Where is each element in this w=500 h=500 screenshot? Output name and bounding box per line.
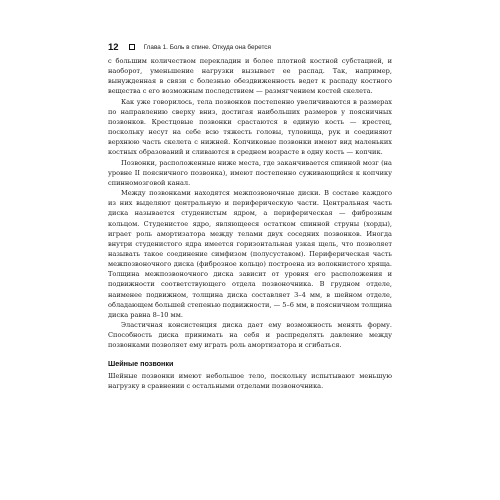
paragraph: Как уже говорилось, тела позвонков постепенно увеличиваются в размерах по направлению сверху вниз, достигая наибольших размеров у поясничных позвонков. Крестцовые позвонки срастаются в единую кость — крестец, поскольку несут на себе всю тяжесть головы, туловища, рук и соединяют верхнюю часть скелета с нижней. Копчиковые позвонки имеют вид маленьких костных образований и сливаются в среднем возрасте в одну кость — копчик.	[108, 97, 392, 157]
paragraph: Эластичная консистенция диска дает ему возможность менять форму. Способность диска принимать на себя и распределять давление между позвонками позволяет ему играть роль амортизатора и сгибаться.	[108, 321, 392, 350]
chapter-title: Глава 1. Боль в спине. Откуда она берется	[143, 43, 271, 51]
page-body	[108, 56, 392, 391]
paragraph: Между позвонками находятся межпозвоночные диски. В составе каждого из них выделяют центральную и периферическую части. Центральная часть диска называется студенистым ядром, а периферическая — фиброзным кольцом. Студенистое ядро, являющееся остатком спинной струны (хорды), играет роль амортизатора между телами двух соседних позвонков. Иногда внутри студенистого ядра имеется горизонтальная узкая щель, что позволяет называть такое соединение симфизом (полусуставом). Периферическая часть межпозвоночного диска (фиброзное кольцо) построена из волокнистого хряща. Толщина межпозвоночного диска зависит от уровня его расположения и подвижности соответствующего отдела позвоночника. В грудном отделе, наименее подвижном, толщина диска составляет 3–4 мм, в шейном отделе, обладающем большей степенью подвижности, — 5–6 мм, в поясничном толщина диска равна 8–10 мм.	[108, 189, 392, 319]
section-heading: Шейные позвонки	[108, 358, 174, 368]
running-header	[108, 40, 408, 54]
paragraph: Позвонки, расположенные ниже места, где заканчивается спинной мозг (на уровне II поясничного позвонка), имеют постепенно суживающийся к копчику спинномозговой канал.	[108, 158, 392, 187]
page-number: 12	[108, 41, 119, 53]
paragraph: Шейные позвонки имеют небольшое тело, поскольку испытывают меньшую нагрузку в сравнении с остальными отделами позвоночника.	[108, 371, 392, 390]
square-bullet-icon	[129, 44, 135, 50]
paragraph: с большим количеством перекладин и более плотной костной субстацией, и наоборот, уменьшение нагрузки вызывает ее распад. Так, например, вынужденная в связи с болезнью обездвиженность ведет к распаду костного вещества с его возможным последствием — размягчением костей скелета.	[108, 57, 392, 96]
